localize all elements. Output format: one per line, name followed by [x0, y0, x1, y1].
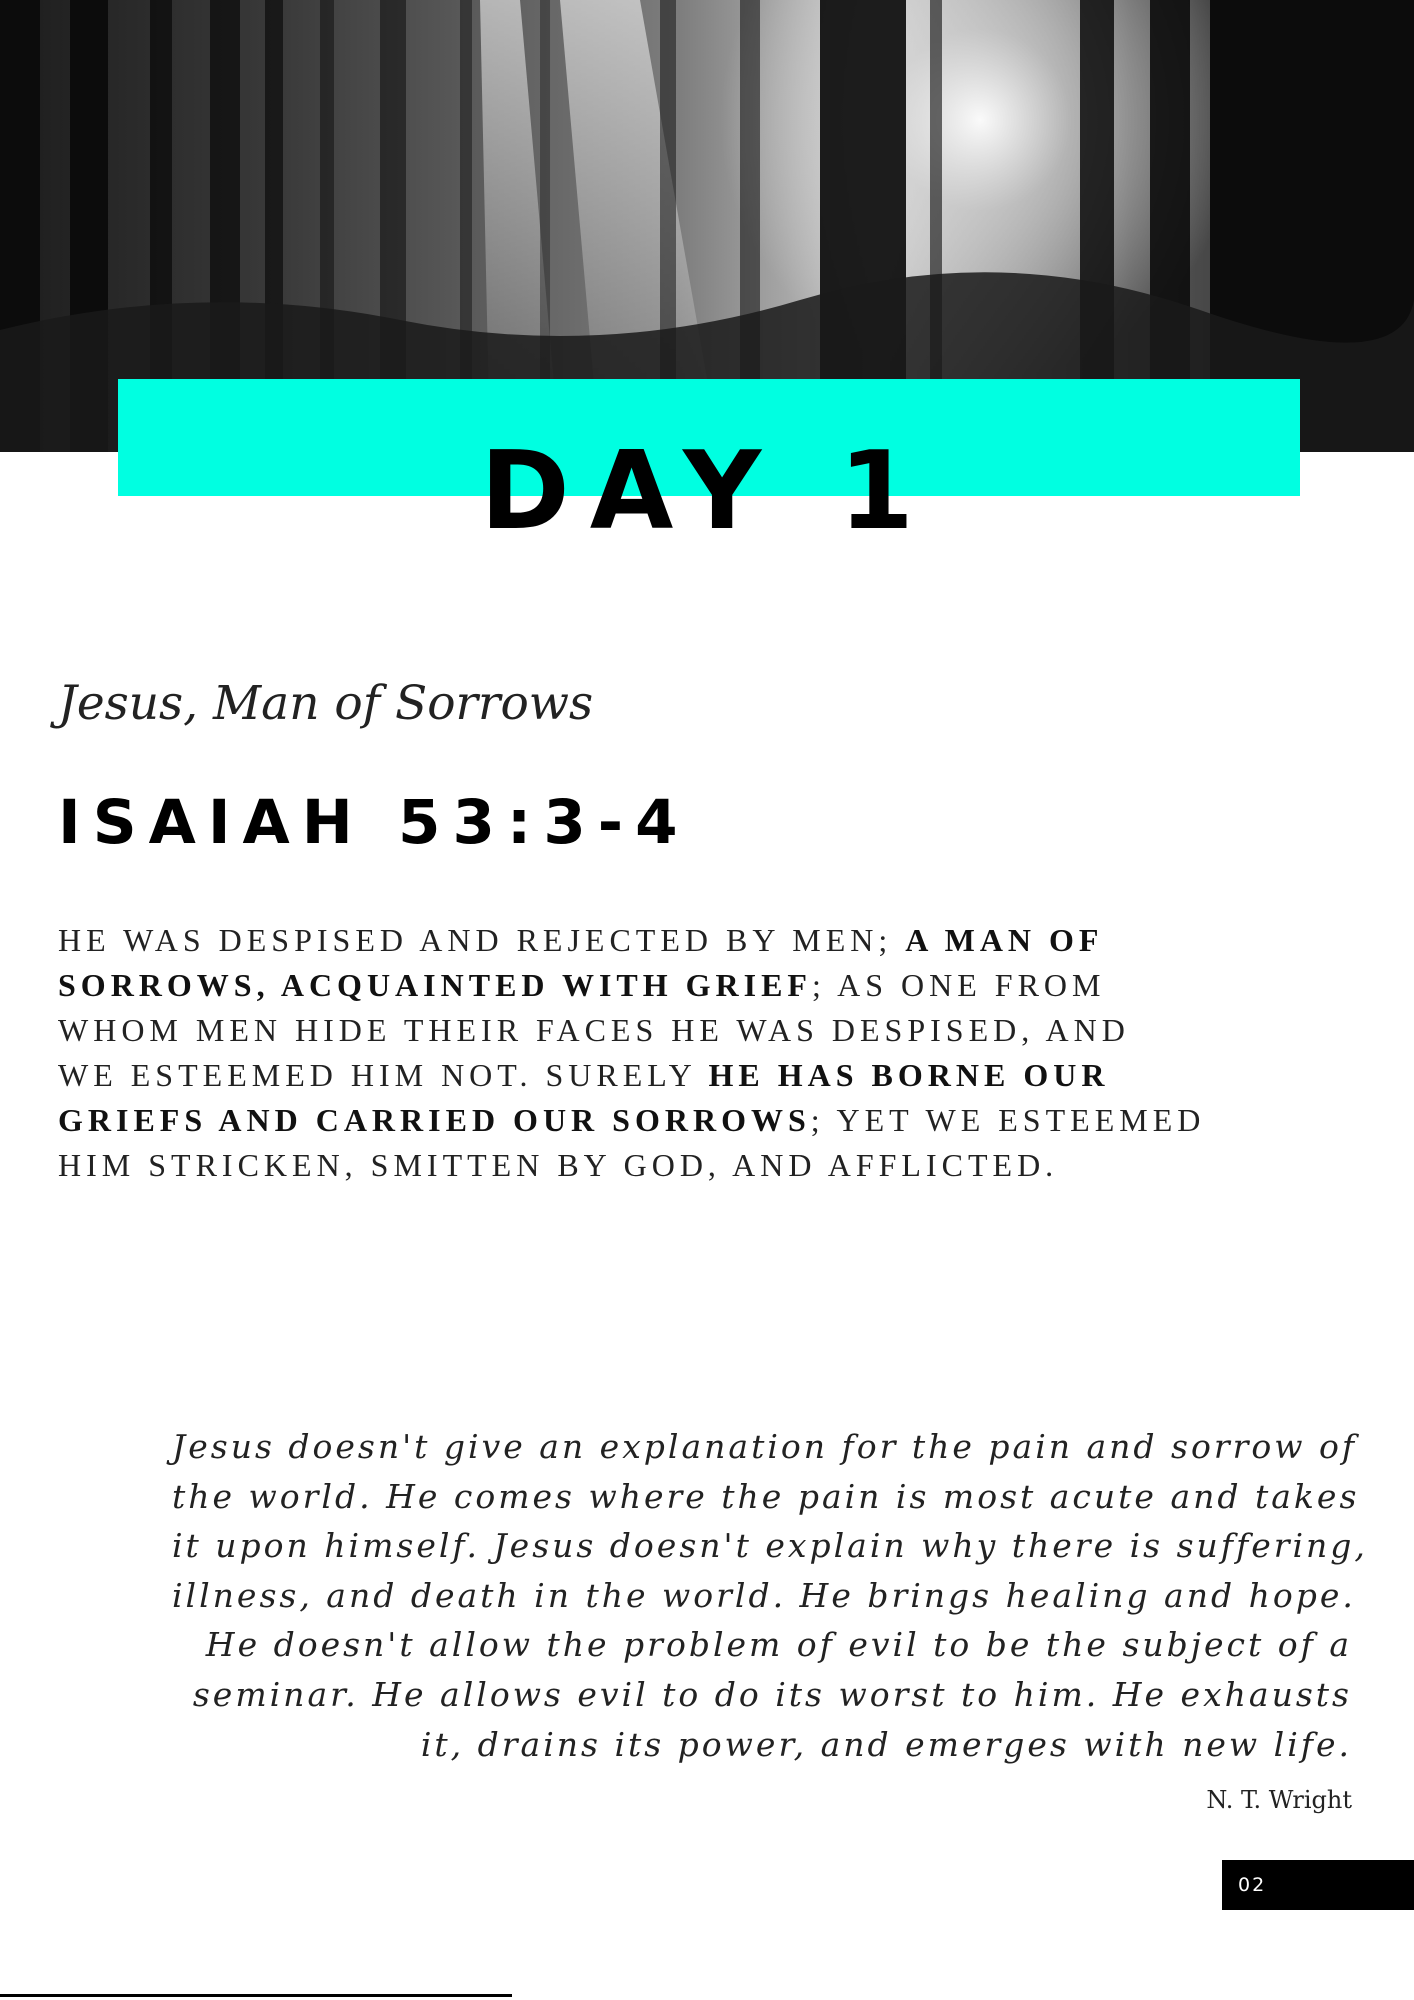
- quote-line: the world. He comes where the pain is most acute and takes: [172, 1476, 1360, 1516]
- scripture-line: [58, 1053, 1268, 1098]
- quote-line: Jesus doesn't give an explanation for the pain and sorrow of: [172, 1427, 1358, 1466]
- devotional-subtitle: Jesus, Man of Sorrows: [58, 676, 594, 731]
- scripture-reference: ISAIAH 53:3-4: [58, 787, 690, 858]
- quote-block: [172, 1422, 1368, 1769]
- scripture-emphasis: A MAN OF: [905, 922, 1104, 958]
- scripture-text: WE ESTEEMED HIM NOT. SURELY: [58, 1057, 709, 1093]
- scripture-line: [58, 963, 1268, 1008]
- scripture-emphasis: GRIEFS AND CARRIED OUR SORROWS: [58, 1102, 811, 1138]
- bottom-divider: [0, 1994, 512, 1997]
- quote-line: He doesn't allow the problem of evil to be the subject of a: [205, 1625, 1352, 1665]
- scripture-emphasis: SORROWS, ACQUAINTED WITH GRIEF: [58, 967, 812, 1003]
- day-title: DAY 1: [480, 429, 934, 554]
- quote-line: it upon himself. Jesus doesn't explain why there is suffering,: [172, 1526, 1368, 1566]
- scripture-line: HIM STRICKEN, SMITTEN BY GOD, AND AFFLICTED.: [58, 1147, 1059, 1183]
- scripture-text: HE WAS DESPISED AND REJECTED BY MEN;: [58, 922, 906, 958]
- page-number: 02: [1222, 1860, 1414, 1910]
- quote-author: N. T. Wright: [1206, 1786, 1352, 1814]
- scripture-line: WHOM MEN HIDE THEIR FACES HE WAS DESPISED, AND: [58, 1012, 1130, 1048]
- scripture-passage: [58, 918, 1268, 1188]
- scripture-text: ; YET WE ESTEEMED: [810, 1102, 1206, 1138]
- scripture-text: ; AS ONE FROM: [811, 967, 1106, 1003]
- scripture-line: [58, 918, 1268, 963]
- scripture-emphasis: HE HAS BORNE OUR: [708, 1057, 1110, 1093]
- scripture-line: [58, 1098, 1268, 1143]
- quote-line: it, drains its power, and emerges with new life.: [420, 1724, 1352, 1764]
- quote-line: seminar. He allows evil to do its worst to him. He exhausts: [192, 1674, 1352, 1714]
- quote-line: illness, and death in the world. He brings healing and hope.: [172, 1575, 1356, 1615]
